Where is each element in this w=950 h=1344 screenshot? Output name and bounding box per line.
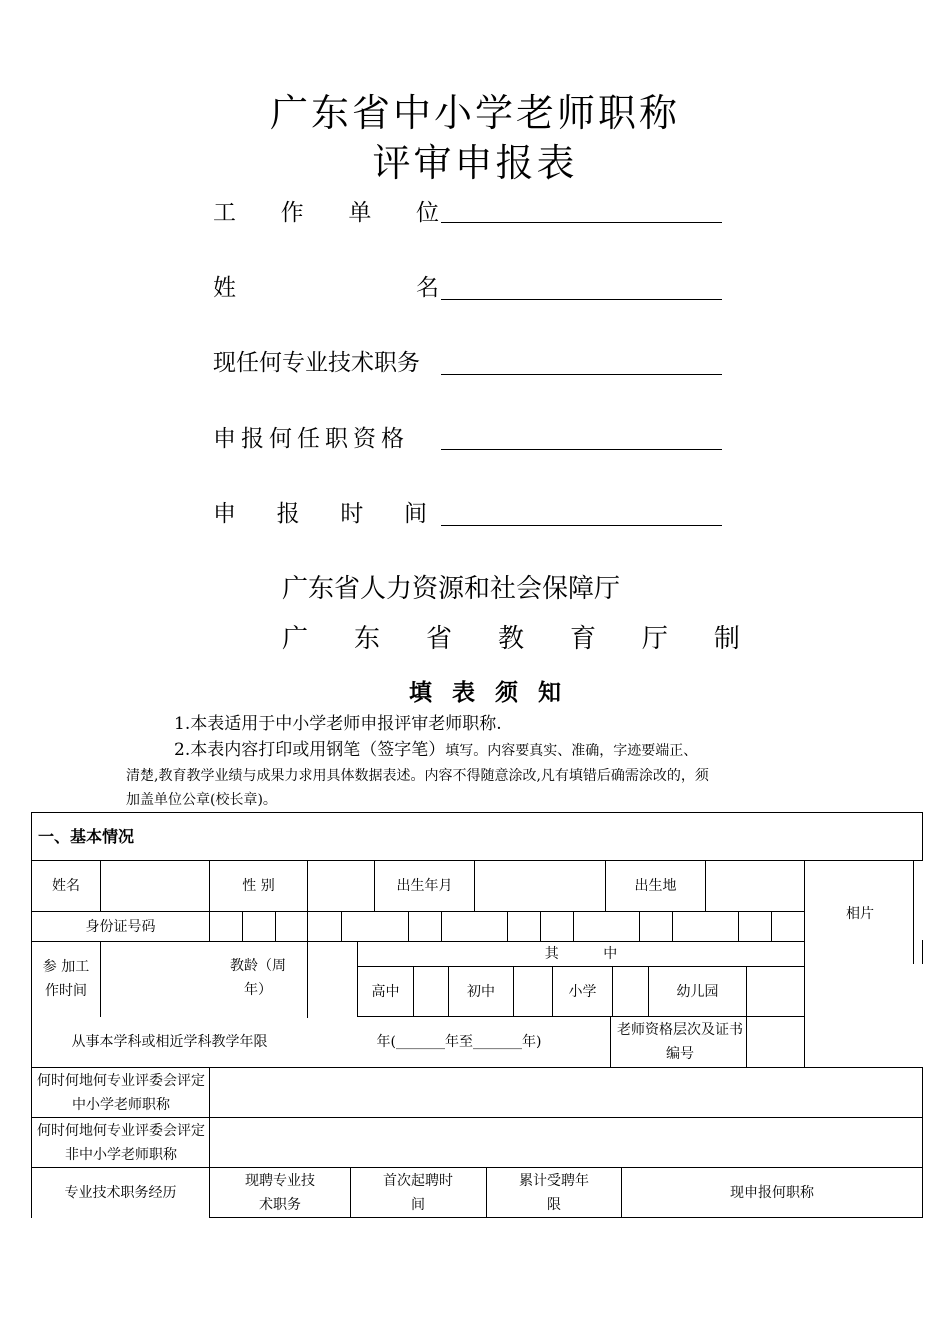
notice-item-2: 2.本表内容打印或用钢笔（签字笔）填写。内容要真实、准确，字迹要端正、 [174, 740, 698, 760]
name-cell-label: 姓名 [52, 878, 80, 894]
id-number-label: 身份证号码 [85, 918, 156, 935]
teaching-age-label: 教龄（周年） [230, 958, 286, 998]
k12-title-label: 何时何地何专业评委会评定中小学老师职称 [37, 1072, 205, 1113]
apply-time-line[interactable] [441, 499, 722, 526]
current-title-line[interactable] [441, 348, 722, 375]
subject-years-label: 从事本学科或相近学科教学年限 [71, 1034, 268, 1050]
work-unit-line[interactable] [441, 196, 722, 223]
senior-high-label: 高中 [371, 983, 400, 1000]
work-unit-label: 工 作 单 位 [213, 200, 439, 226]
notice-item-2-end: 加盖单位公章(校长章)。 [126, 792, 277, 808]
notice-item-1: 1.本表适用于中小学老师申报评审老师职称. [174, 714, 502, 734]
non-k12-title-label: 何时何地何专业评委会评定非中小学老师职称 [37, 1122, 205, 1163]
photo-label: 相片 [846, 906, 874, 922]
form-subtitle: 评审申报表 [372, 141, 578, 185]
join-work-label: 参 加工作时间 [42, 959, 90, 999]
org-hrss: 广东省人力资源和社会保障厅 [282, 574, 621, 604]
birth-date-label: 出生年月 [396, 878, 453, 894]
gender-label: 性 别 [242, 878, 275, 894]
apply-qualification-line[interactable] [441, 423, 722, 450]
section-basic-info: 一、基本情况 [38, 827, 135, 846]
junior-high-label: 初中 [467, 983, 495, 1000]
form-title: 广东省中小学老师职称 [269, 91, 680, 135]
notice-heading: 填表须知 [409, 680, 581, 706]
apply-title-label: 现申报何职称 [730, 1184, 814, 1201]
apply-qualification-label: 申报何任职资格 [213, 426, 409, 452]
primary-label: 小学 [568, 983, 597, 1000]
cum-years-label: 累计受聘年限 [519, 1172, 589, 1213]
name-line[interactable] [441, 273, 722, 300]
career-label: 专业技术职务经历 [64, 1185, 177, 1201]
first-hire-label: 首次起聘时间 [383, 1172, 453, 1213]
kindergarten-label: 幼儿园 [676, 983, 719, 1000]
current-title-label: 现任何专业技术职务 [213, 350, 420, 376]
birthplace-label: 出生地 [634, 878, 677, 894]
org-education: 广 东 省 教 育 厅 制 [282, 624, 740, 654]
notice-item-2-cont: 清楚,教育教学业绩与成果力求用具体数据表述。内容不得随意涂改,凡有填错后确需涂改的，须 [126, 768, 709, 784]
teacher-qual-label: 老师资格层次及证书编号 [617, 1022, 743, 1062]
apply-time-label: 申 报 时 间 [213, 501, 427, 527]
name-label: 姓 名 [213, 275, 439, 301]
of-which-label: 其 中 [544, 946, 618, 962]
years-from-to: 年(_______年至_______年) [376, 1034, 542, 1050]
current-post-label: 现聘专业技术职务 [245, 1172, 315, 1213]
